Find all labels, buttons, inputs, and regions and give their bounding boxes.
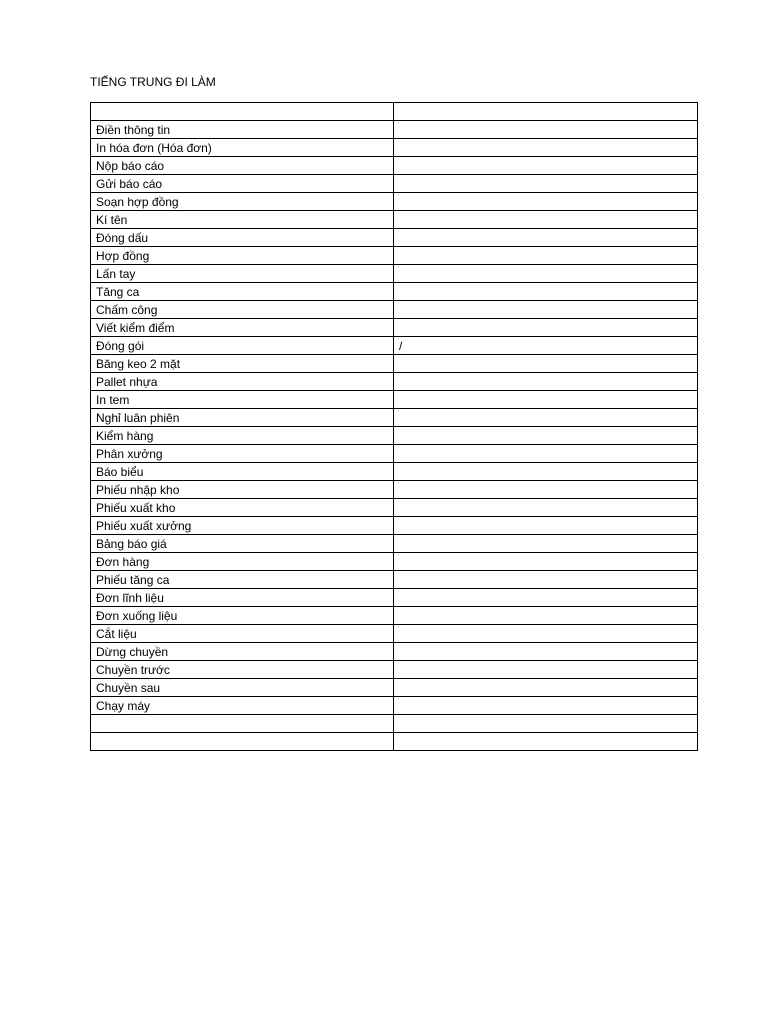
chinese-term-cell bbox=[394, 607, 698, 625]
vietnamese-term-cell: Viết kiểm điểm bbox=[91, 319, 394, 337]
chinese-term-cell bbox=[394, 553, 698, 571]
vietnamese-term-cell bbox=[91, 103, 394, 121]
chinese-term-cell bbox=[394, 625, 698, 643]
vietnamese-term-cell: Chấm công bbox=[91, 301, 394, 319]
chinese-term-cell bbox=[394, 661, 698, 679]
vietnamese-term-cell: Chạy máy bbox=[91, 697, 394, 715]
table-row bbox=[91, 715, 698, 733]
vietnamese-term-cell: Nghỉ luân phiên bbox=[91, 409, 394, 427]
vietnamese-term-cell: Băng keo 2 mặt bbox=[91, 355, 394, 373]
table-row bbox=[91, 175, 698, 193]
table-row bbox=[91, 517, 698, 535]
chinese-term-cell bbox=[394, 427, 698, 445]
vietnamese-term-cell: Chuyền sau bbox=[91, 679, 394, 697]
table-row bbox=[91, 733, 698, 751]
chinese-term-cell bbox=[394, 193, 698, 211]
vietnamese-term-cell: Đóng gói bbox=[91, 337, 394, 355]
vietnamese-term-cell: Phiếu tăng ca bbox=[91, 571, 394, 589]
chinese-term-cell bbox=[394, 571, 698, 589]
table-row bbox=[91, 121, 698, 139]
vocabulary-table-body bbox=[91, 103, 698, 751]
table-row bbox=[91, 103, 698, 121]
table-row bbox=[91, 211, 698, 229]
table-row bbox=[91, 589, 698, 607]
vietnamese-term-cell: Dừng chuyền bbox=[91, 643, 394, 661]
table-row bbox=[91, 193, 698, 211]
chinese-term-cell bbox=[394, 229, 698, 247]
vocabulary-table bbox=[90, 102, 698, 751]
table-row bbox=[91, 571, 698, 589]
chinese-term-cell bbox=[394, 697, 698, 715]
vietnamese-term-cell: Phân xưởng bbox=[91, 445, 394, 463]
table-row bbox=[91, 607, 698, 625]
table-row bbox=[91, 301, 698, 319]
vietnamese-term-cell: Đơn xuống liệu bbox=[91, 607, 394, 625]
table-row bbox=[91, 553, 698, 571]
chinese-term-cell bbox=[394, 715, 698, 733]
table-row bbox=[91, 139, 698, 157]
chinese-term-cell bbox=[394, 283, 698, 301]
table-row bbox=[91, 445, 698, 463]
table-row bbox=[91, 337, 698, 355]
chinese-term-cell bbox=[394, 643, 698, 661]
chinese-term-cell bbox=[394, 247, 698, 265]
vietnamese-term-cell: Phiếu nhập kho bbox=[91, 481, 394, 499]
chinese-term-cell bbox=[394, 535, 698, 553]
table-row bbox=[91, 247, 698, 265]
vietnamese-term-cell: Báo biểu bbox=[91, 463, 394, 481]
vietnamese-term-cell: Kiểm hàng bbox=[91, 427, 394, 445]
table-row bbox=[91, 157, 698, 175]
table-row bbox=[91, 283, 698, 301]
chinese-term-cell bbox=[394, 211, 698, 229]
table-row bbox=[91, 481, 698, 499]
table-row bbox=[91, 265, 698, 283]
vietnamese-term-cell: Bảng báo giá bbox=[91, 535, 394, 553]
chinese-term-cell bbox=[394, 175, 698, 193]
page-title: TIẾNG TRUNG ĐI LÀM bbox=[90, 75, 216, 89]
table-row bbox=[91, 319, 698, 337]
vietnamese-term-cell: Kí tên bbox=[91, 211, 394, 229]
chinese-term-cell bbox=[394, 481, 698, 499]
table-row bbox=[91, 679, 698, 697]
chinese-term-cell bbox=[394, 445, 698, 463]
chinese-term-cell bbox=[394, 355, 698, 373]
vietnamese-term-cell: Soạn hợp đồng bbox=[91, 193, 394, 211]
chinese-term-cell bbox=[394, 157, 698, 175]
vietnamese-term-cell: In tem bbox=[91, 391, 394, 409]
table-row bbox=[91, 355, 698, 373]
table-row bbox=[91, 625, 698, 643]
table-row bbox=[91, 427, 698, 445]
chinese-term-cell bbox=[394, 103, 698, 121]
vietnamese-term-cell: In hóa đơn (Hóa đơn) bbox=[91, 139, 394, 157]
chinese-term-cell bbox=[394, 301, 698, 319]
table-row bbox=[91, 373, 698, 391]
chinese-term-cell bbox=[394, 121, 698, 139]
vietnamese-term-cell: Nộp báo cáo bbox=[91, 157, 394, 175]
chinese-term-cell bbox=[394, 373, 698, 391]
table-row bbox=[91, 535, 698, 553]
vietnamese-term-cell: Pallet nhựa bbox=[91, 373, 394, 391]
chinese-term-cell bbox=[394, 589, 698, 607]
vietnamese-term-cell: Gửi báo cáo bbox=[91, 175, 394, 193]
vietnamese-term-cell: Lấn tay bbox=[91, 265, 394, 283]
vietnamese-term-cell: Phiếu xuất kho bbox=[91, 499, 394, 517]
table-row bbox=[91, 499, 698, 517]
chinese-term-cell bbox=[394, 517, 698, 535]
table-row bbox=[91, 661, 698, 679]
chinese-term-cell bbox=[394, 679, 698, 697]
table-row bbox=[91, 643, 698, 661]
chinese-term-cell bbox=[394, 265, 698, 283]
table-row bbox=[91, 391, 698, 409]
chinese-term-cell bbox=[394, 733, 698, 751]
vietnamese-term-cell: Tăng ca bbox=[91, 283, 394, 301]
vietnamese-term-cell: Đơn hàng bbox=[91, 553, 394, 571]
vietnamese-term-cell: Đóng dấu bbox=[91, 229, 394, 247]
chinese-term-cell: / bbox=[394, 337, 698, 355]
chinese-term-cell bbox=[394, 139, 698, 157]
chinese-term-cell bbox=[394, 391, 698, 409]
chinese-term-cell bbox=[394, 463, 698, 481]
chinese-term-cell bbox=[394, 319, 698, 337]
table-row bbox=[91, 697, 698, 715]
table-row bbox=[91, 463, 698, 481]
chinese-term-cell bbox=[394, 499, 698, 517]
vietnamese-term-cell: Hợp đồng bbox=[91, 247, 394, 265]
vietnamese-term-cell: Điền thông tin bbox=[91, 121, 394, 139]
vietnamese-term-cell: Chuyền trước bbox=[91, 661, 394, 679]
chinese-term-cell bbox=[394, 409, 698, 427]
vietnamese-term-cell bbox=[91, 715, 394, 733]
table-row bbox=[91, 409, 698, 427]
vietnamese-term-cell: Cắt liệu bbox=[91, 625, 394, 643]
vietnamese-term-cell: Đơn lĩnh liệu bbox=[91, 589, 394, 607]
table-row bbox=[91, 229, 698, 247]
vietnamese-term-cell bbox=[91, 733, 394, 751]
vietnamese-term-cell: Phiếu xuất xưởng bbox=[91, 517, 394, 535]
